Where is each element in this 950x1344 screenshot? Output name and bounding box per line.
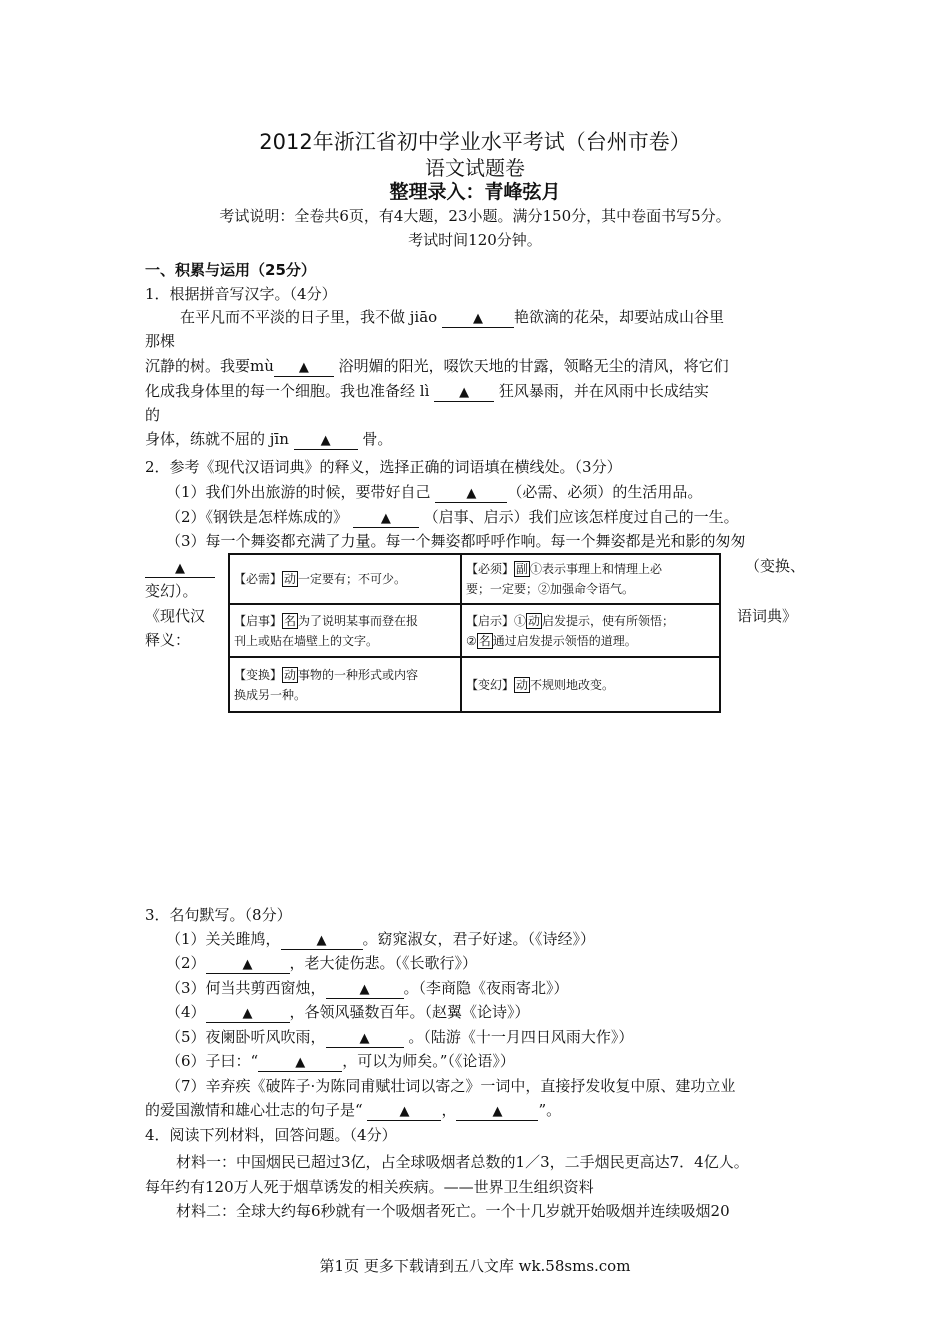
section-heading: 一、积累与运用（25分） xyxy=(145,261,316,279)
q1-line4 xyxy=(145,380,709,402)
q1-text: 狂风暴雨，并在风雨中长成结实 xyxy=(494,382,709,400)
answer-blank[interactable]: ▲ xyxy=(206,1006,290,1023)
sense-number: ② xyxy=(466,633,477,648)
definition-text: 要；一定要；②加强命令语气。 xyxy=(466,582,635,596)
answer-blank[interactable]: ▲ xyxy=(281,933,363,950)
answer-blank[interactable]: ▲ xyxy=(442,311,514,328)
q3-text: ， xyxy=(441,1101,457,1119)
part-of-speech: 动 xyxy=(284,572,297,586)
q3-text: ，老大徒伤悲。（《长歌行》） xyxy=(289,954,478,972)
q3-text: （5）夜阑卧听风吹雨， xyxy=(166,1028,326,1046)
q3-text: （2） xyxy=(166,954,206,972)
q2-answer-line xyxy=(145,556,215,578)
definition-text: 为了说明某事而登在报 xyxy=(298,613,419,628)
q2-item2 xyxy=(166,506,739,528)
q1-line3 xyxy=(145,355,729,377)
definition-term: 【变换】 xyxy=(234,667,283,682)
answer-blank[interactable]: ▲ xyxy=(206,957,290,974)
q2-side-text: 变幻）。 xyxy=(145,582,198,600)
answer-blank[interactable]: ▲ xyxy=(294,433,358,450)
q3-text: 。窈窕淑女，君子好逑。（《诗经》） xyxy=(362,930,596,948)
definition-cell xyxy=(229,554,461,604)
answer-blank[interactable]: ▲ xyxy=(326,1031,404,1048)
q2-side-text: 语词典》 xyxy=(737,607,798,625)
q3-text: （3）何当共剪西窗烛， xyxy=(166,979,326,997)
q1-line1 xyxy=(180,306,724,328)
answer-blank[interactable]: ▲ xyxy=(326,982,404,999)
q3-text: ”。 xyxy=(538,1101,562,1119)
definition-text: 启发提示，使有所领悟； xyxy=(542,613,675,628)
q1-text: 化成我身体里的每一个细胞。我也准备经 lì xyxy=(145,382,435,400)
q2-text: （1）我们外出旅游的时候，要带好自己 xyxy=(166,483,436,501)
definition-term: 【启事】 xyxy=(234,613,283,628)
q3-item2 xyxy=(166,952,477,974)
definition-term: 【必须】 xyxy=(466,562,515,576)
definition-term: 【必需】 xyxy=(234,572,283,586)
q3-item1 xyxy=(166,928,595,950)
q2-item1 xyxy=(166,481,702,503)
answer-blank[interactable]: ▲ xyxy=(434,385,494,402)
q2-text: （必需、必须）的生活用品。 xyxy=(507,483,703,501)
q3-text: 的爱国激情和雄心壮志的句子是“ xyxy=(145,1101,368,1119)
q2-side-text: （变换、 xyxy=(745,557,806,575)
part-of-speech: 动 xyxy=(528,613,541,628)
q1-text: 沉静的树。我要mù xyxy=(145,357,274,375)
q3-text: （6）子曰：“ xyxy=(166,1052,259,1070)
q1-line2: 那棵 xyxy=(145,332,176,350)
q1-text: 浴明媚的阳光，啜饮天地的甘露，领略无尘的清风，将它们 xyxy=(333,357,729,375)
q3-item7: （7）辛弃疾《破阵子·为陈同甫赋壮词以寄之》一词中，直接抒发收复中原、建功立业 xyxy=(166,1077,736,1095)
part-of-speech: 副 xyxy=(516,562,529,576)
q3-text: 。（李商隐《夜雨寄北》） xyxy=(403,979,569,997)
exam-note-line2: 考试时间120分钟。 xyxy=(408,231,542,249)
definition-text: 一定要有；不可少。 xyxy=(298,572,407,586)
q2-item3: （3）每一个舞姿都充满了力量。每一个舞姿都呼呼作响。每一个舞姿都是光和影的匆匆 xyxy=(166,532,746,550)
part-of-speech: 动 xyxy=(516,677,529,692)
answer-blank[interactable]: ▲ xyxy=(456,1104,538,1121)
q2-side-text: 《现代汉 xyxy=(145,607,206,625)
answer-blank[interactable]: ▲ xyxy=(435,486,507,503)
definition-text: ①表示事理上和情理上必 xyxy=(530,562,663,576)
q4-material1-cont: 每年约有120万人死于烟草诱发的相关疾病。——世界卫生组织资料 xyxy=(145,1178,594,1196)
q3-stem: 3．名句默写。（8分） xyxy=(145,906,292,924)
q4-material1: 材料一：中国烟民已超过3亿，占全球吸烟者总数的1／3，二手烟民更高达7．4亿人。 xyxy=(176,1153,749,1171)
q3-item7-answer xyxy=(145,1099,561,1121)
q1-stem: 1．根据拼音写汉字。（4分） xyxy=(145,285,337,303)
q3-text: ，可以为师矣。”（《论语》） xyxy=(342,1052,515,1070)
answer-blank[interactable]: ▲ xyxy=(274,360,334,377)
q3-text: （4） xyxy=(166,1003,206,1021)
q3-item4 xyxy=(166,1001,530,1023)
q2-stem: 2．参考《现代汉语词典》的释义，选择正确的词语填在横线处。（3分） xyxy=(145,458,622,476)
definition-cell xyxy=(229,604,461,657)
q3-item3 xyxy=(166,977,569,999)
compiler-line: 整理录入：青峰弦月 xyxy=(389,181,561,203)
sense-number: ① xyxy=(514,613,527,628)
q2-text: （2）《钢铁是怎样炼成的》 xyxy=(166,508,353,526)
definition-cell xyxy=(229,657,461,712)
q2-text: （启事、启示）我们应该怎样度过自己的一生。 xyxy=(418,508,739,526)
page-footer: 第1页 更多下载请到五八文库 wk.58sms.com xyxy=(319,1257,631,1275)
answer-blank[interactable]: ▲ xyxy=(367,1104,441,1121)
part-of-speech: 名 xyxy=(478,633,491,648)
q1-line6 xyxy=(145,428,392,450)
q3-item6 xyxy=(166,1050,515,1072)
definition-text: 通过启发提示领悟的道理。 xyxy=(492,633,637,648)
q3-text: 。（陆游《十一月四日风雨大作》） xyxy=(403,1028,634,1046)
part-of-speech: 名 xyxy=(284,613,297,628)
answer-blank[interactable]: ▲ xyxy=(145,561,215,578)
exam-note-line1: 考试说明：全卷共6页，有4大题，23小题。满分150分，其中卷面书写5分。 xyxy=(219,207,731,225)
definition-cell xyxy=(461,554,720,604)
answer-blank[interactable]: ▲ xyxy=(258,1055,342,1072)
definition-text: 不规则地改变。 xyxy=(530,677,615,692)
q3-item5 xyxy=(166,1026,633,1048)
q3-text: ，各领风骚数百年。（赵翼《论诗》） xyxy=(289,1003,530,1021)
definition-term: 【变幻】 xyxy=(466,677,515,692)
q1-text: 身体，练就不屈的 jīn xyxy=(145,430,294,448)
q2-side-text: 释义： xyxy=(145,631,191,649)
q1-text: 在平凡而不平淡的日子里，我不做 jiāo xyxy=(180,308,442,326)
definition-cell xyxy=(461,657,720,712)
exam-subtitle: 语文试题卷 xyxy=(425,156,525,180)
exam-title: 2012年浙江省初中学业水平考试（台州市卷） xyxy=(259,130,691,154)
answer-blank[interactable]: ▲ xyxy=(353,511,419,528)
q1-text: 骨。 xyxy=(357,430,393,448)
definition-cell xyxy=(461,604,720,657)
definition-term: 【启示】 xyxy=(466,613,515,628)
q4-material2: 材料二：全球大约每6秒就有一个吸烟者死亡。一个十几岁就开始吸烟并连续吸烟20 xyxy=(176,1202,730,1220)
q3-text: （1）关关雎鸠， xyxy=(166,930,281,948)
q1-text: 艳欲滴的花朵，却要站成山谷里 xyxy=(513,308,724,326)
dictionary-definitions-table xyxy=(228,553,721,713)
q1-line5: 的 xyxy=(145,406,161,424)
definition-text: 换成另一种。 xyxy=(234,687,307,702)
definition-text: 刊上或贴在墙壁上的文字。 xyxy=(234,633,379,648)
part-of-speech: 动 xyxy=(284,667,297,682)
q4-stem: 4．阅读下列材料，回答问题。（4分） xyxy=(145,1126,397,1144)
definition-text: 事物的一种形式或内容 xyxy=(298,667,419,682)
